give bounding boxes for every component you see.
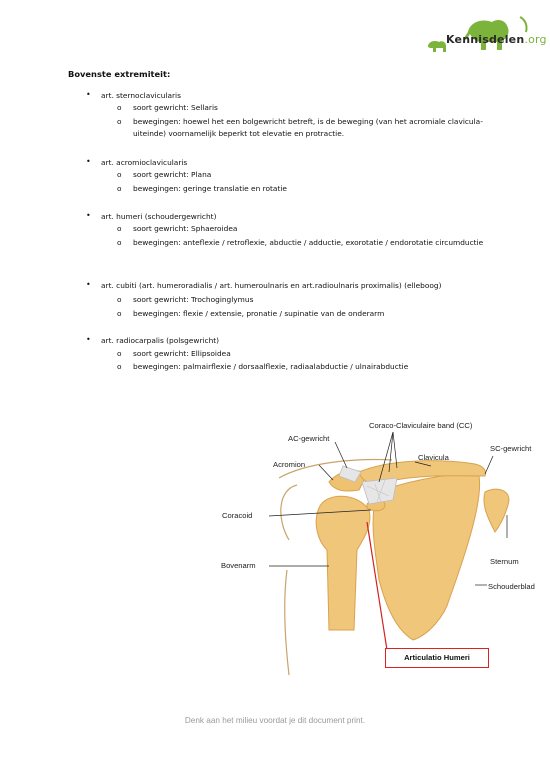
joint-title: art. acromioclavicularis xyxy=(101,158,188,167)
bullet-icon: • xyxy=(86,211,91,220)
joint-title: art. humeri (schoudergewricht) xyxy=(101,212,217,221)
label-cc-band: Coraco-Claviculaire band (CC) xyxy=(369,421,473,430)
label-ac-joint: AC-gewricht xyxy=(288,434,330,443)
circle-bullet-icon: o xyxy=(117,295,122,304)
shoulder-anatomy-figure xyxy=(217,400,550,680)
label-sc-joint: SC-gewricht xyxy=(490,444,532,453)
bullet-icon: • xyxy=(86,280,91,289)
circle-bullet-icon: o xyxy=(117,349,122,358)
circle-bullet-icon: o xyxy=(117,309,122,318)
circle-bullet-icon: o xyxy=(117,117,122,126)
label-sternum: Sternum xyxy=(490,557,519,566)
circle-bullet-icon: o xyxy=(117,184,122,193)
bullet-icon: • xyxy=(86,157,91,166)
label-coracoid: Coracoid xyxy=(222,511,253,520)
label-schouderblad: Schouderblad xyxy=(488,582,535,591)
logo-tld: .org xyxy=(524,33,547,46)
joint-title: art. cubiti (art. humeroradialis / art. humeroulnaris en art.radioulnaris proximalis) (elleboog) xyxy=(101,281,442,290)
bullet-icon: • xyxy=(86,335,91,344)
circle-bullet-icon: o xyxy=(117,362,122,371)
label-clavicula: Clavicula xyxy=(418,453,449,462)
logo-name: Kennisdelen xyxy=(446,33,525,46)
label-articulatio-humeri: Articulatio Humeri xyxy=(385,648,489,668)
joint-title: art. radiocarpalis (polsgewricht) xyxy=(101,336,220,345)
bullet-icon: • xyxy=(86,90,91,99)
label-bovenarm: Bovenarm xyxy=(221,561,256,570)
circle-bullet-icon: o xyxy=(117,224,122,233)
circle-bullet-icon: o xyxy=(117,103,122,112)
joint-title: art. sternoclavicularis xyxy=(101,91,181,100)
page-heading: Bovenste extremiteit: xyxy=(68,69,171,79)
circle-bullet-icon: o xyxy=(117,238,122,247)
circle-bullet-icon: o xyxy=(117,170,122,179)
label-acromion: Acromion xyxy=(273,460,306,469)
footer-note: Denk aan het milieu voordat je dit document print. xyxy=(184,716,366,725)
